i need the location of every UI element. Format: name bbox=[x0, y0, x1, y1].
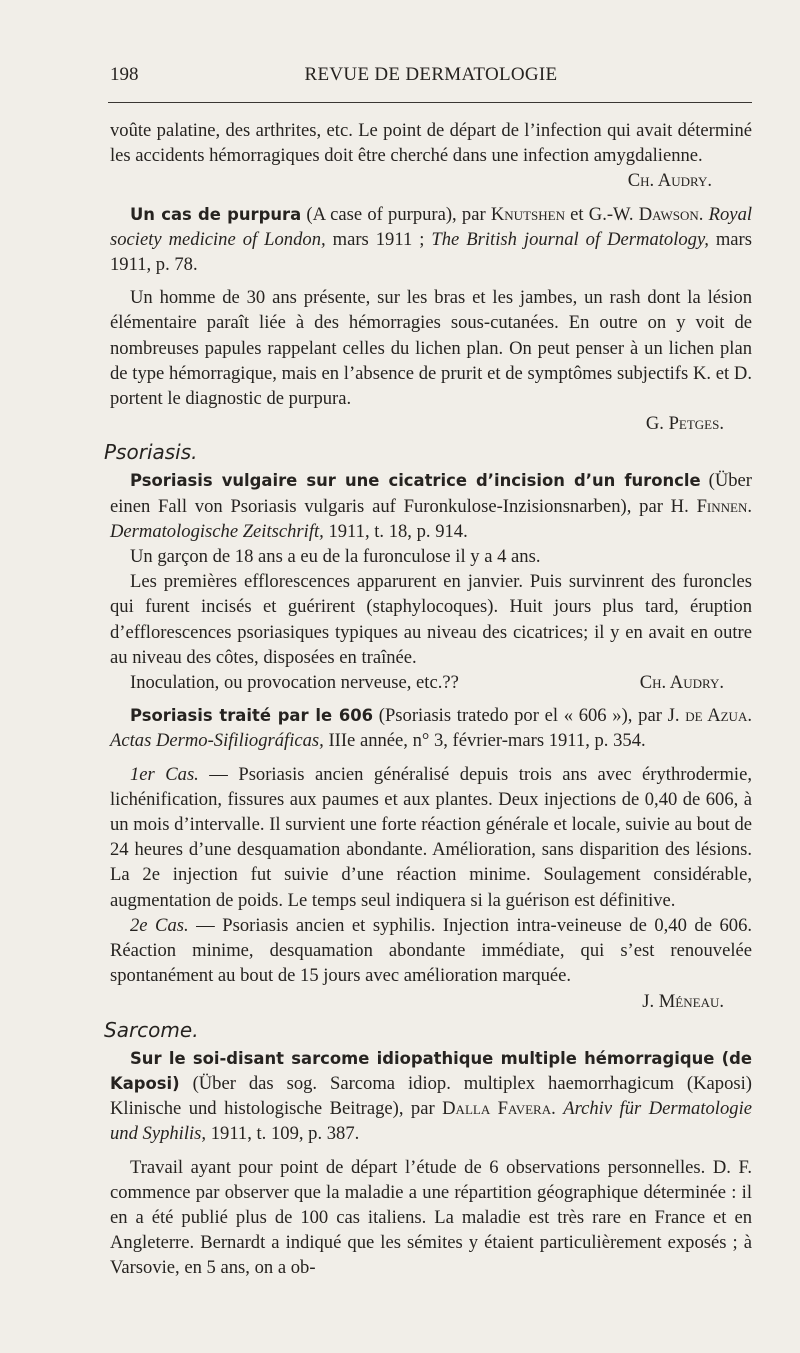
section-heading-sarcome: Sarcome. bbox=[104, 1017, 199, 1042]
purpura-reference: Un cas de purpura (A case of purpura), par Knutshen et G.-W. Dawson. Royal society medicine of London, mars 1911 ; The British journal of Dermatology, mars 1911, p. 78. bbox=[110, 203, 753, 276]
case2-label: 2e Cas. bbox=[130, 914, 189, 936]
page-header bbox=[110, 64, 752, 94]
sarcome-title: Sur le soi-disant sarcome idiopathique multiple hémorragique (de Kaposi) bbox=[110, 1048, 752, 1093]
psoriasis2-signature: J. Méneau. bbox=[642, 990, 724, 1012]
author-dalla-favera: Dalla Favera bbox=[442, 1098, 552, 1120]
sarcome-body: Travail ayant pour point de départ l’étude de 6 observations personnelles. D. F. commence par observer que la maladie a une répartition géographique déterminée : il en a été publié plus de 100 cas italiens. La maladie est très rare en France et en Angleterre. Bernardt a indiqué que les sémites y étaient particulièrement exposés ; à Varsovie, en 5 ans, on a ob- bbox=[110, 1156, 752, 1279]
purpura-body: Un homme de 30 ans présente, sur les bras et les jambes, un rash dont la lésion élémentaire paraît liée à des hémorragies sous-cutanées. En outre on y voit de nombreuses papules rappelant celles du lichen plan. On peut penser à un lichen plan de type hémorragique, mais en l’absence de prurit et de symptômes subjectifs K. et D. portent le diagnostic de purpura. bbox=[110, 287, 752, 410]
running-title: REVUE DE DERMATOLOGIE bbox=[304, 64, 558, 85]
psoriasis2-title: Psoriasis traité par le 606 bbox=[130, 706, 374, 726]
psoriasis1-p1: Un garçon de 18 ans a eu de la furonculose il y a 4 ans. bbox=[130, 546, 541, 568]
intro-text: voûte palatine, des arthrites, etc. Le point de départ de l’infection qui avait déterminé les accidents hémorragiques doit être cherché dans une infection amygdalienne. bbox=[110, 120, 752, 167]
purpura-signature: G. Petges. bbox=[645, 413, 724, 435]
psoriasis1-reference: Psoriasis vulgaire sur une cicatrice d’incision d’un furoncle (Über einen Fall von Psoriasis vulgaris auf Furonkulose-Inzisionsnarben), par H. Finnen. Dermatologische Zeitschrift, 1911, t. 18, p. 914. bbox=[110, 470, 753, 542]
article-body bbox=[104, 118, 753, 1281]
journal-royal-society: Royal society medicine of London, bbox=[110, 203, 753, 250]
section-heading-psoriasis: Psoriasis. bbox=[104, 440, 198, 465]
author-knutshen: Knutshen bbox=[490, 203, 565, 225]
intro-signature: Ch. Audry. bbox=[627, 170, 712, 192]
psoriasis2-reference: Psoriasis traité par le 606 (Psoriasis tratedo por el « 606 »), par J. de Azua. Actas Dermo-Sifiliográficas, IIIe année, n° 3, février-mars 1911, p. 354. bbox=[110, 705, 752, 752]
page-number: 198 bbox=[110, 64, 139, 85]
case1-label: 1er Cas. bbox=[130, 763, 199, 785]
header-rule bbox=[108, 102, 752, 103]
purpura-title: Un cas de purpura bbox=[130, 204, 302, 224]
journal-dermatologische: Dermatologische Zeitschrift, bbox=[110, 520, 324, 542]
psoriasis1-signature: Ch. Audry. bbox=[639, 672, 724, 694]
psoriasis2-case1: 1er Cas. — Psoriasis ancien généralisé depuis trois ans avec érythrodermie, lichénification, fissures aux paumes et aux plantes. Deux injections de 0,40 de 606, à un mois d’intervalle. Il survient une forte réaction générale et locale, suivie au bout de 24 heures d’une desquamation abondante. Amélioration, sans disparition des lésions. La 2e injection fut suivie d’une réaction minime. Soulagement considérable, augmentation de poids. Le temps seul indiquera si la guérison est définitive. bbox=[110, 763, 752, 911]
author-dawson: Dawson bbox=[638, 203, 699, 225]
psoriasis1-title: Psoriasis vulgaire sur une cicatrice d’incision d’un furoncle bbox=[130, 471, 701, 491]
journal-actas: Actas Dermo-Sifiliográficas, bbox=[110, 730, 324, 752]
author-finnen: Finnen bbox=[696, 495, 748, 517]
psoriasis1-p3: Inoculation, ou provocation nerveuse, etc.?? Ch. Audry. bbox=[110, 670, 752, 695]
author-de-azua: de Azua bbox=[685, 705, 748, 727]
psoriasis1-p2: Les premières efflorescences apparurent en janvier. Puis survinrent des furoncles qui furent incisés et guérirent (staphylocoques). Huit jours plus tard, éruption d’efflorescences psoriasiques typiques au niveau des cicatrices; il y en avait en outre au niveau des côtes, disposées en traînée. bbox=[110, 571, 752, 668]
psoriasis2-case2: 2e Cas. — Psoriasis ancien et syphilis. Injection intra-veineuse de 0,40 de 606. Réaction minime, desquamation abondante immédiate, qui s’est renouvelée spontanément au bout de 15 jours avec amélioration marquée. bbox=[110, 914, 753, 987]
journal-archiv: Archiv für Dermatologie und Syphilis, bbox=[110, 1098, 752, 1145]
journal-british: The British journal of Dermatology, bbox=[431, 228, 709, 250]
sarcome-reference: Sur le soi-disant sarcome idiopathique multiple hémorragique (de Kaposi) (Über das sog. Sarcoma idiop. multiplex haemorrhagicum (Kaposi) Klinische und histologische Beitrage), par Dalla Favera. Archiv für Dermatologie und Syphilis, 1911, t. 109, p. 387. bbox=[110, 1048, 752, 1145]
